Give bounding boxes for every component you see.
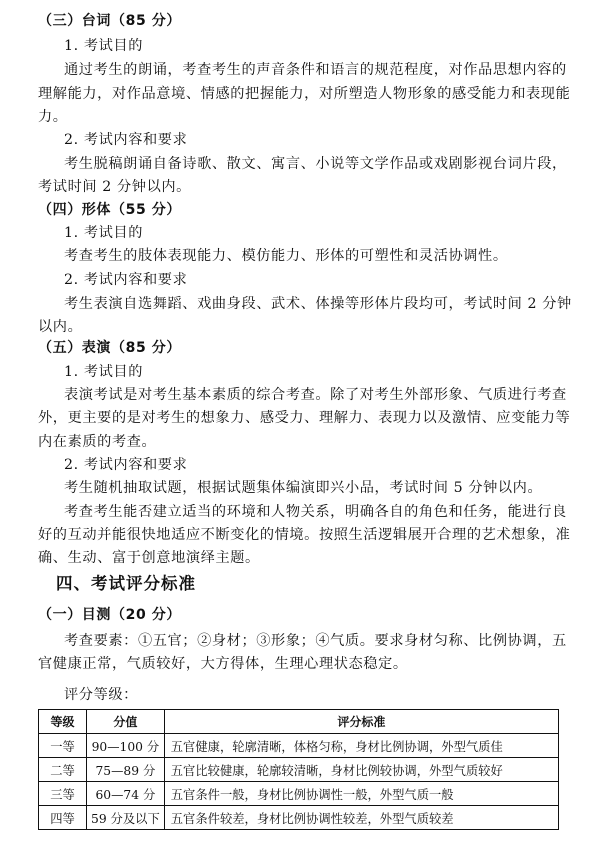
score-table [38, 709, 559, 830]
paragraph-line: 外，更主要的是对考生的想象力、感受力、理解力、表现力以及激情、应变能力等 [38, 410, 571, 426]
part-heading: 四、考试评分标准 [56, 574, 196, 593]
paragraph-line: 确、生动、富于创意地演绎主题。 [38, 550, 260, 566]
paragraph-line: 考试时间 2 分钟以内。 [38, 179, 191, 195]
item-title: 2. 考试内容和要求 [64, 457, 188, 473]
section-heading: （三）台词（85 分） [38, 13, 181, 29]
paragraph-line: 考查考生能否建立适当的环境和人物关系，明确各自的角色和任务，能进行良 [64, 504, 567, 520]
criteria-cell: 五官健康，轮廓清晰，体格匀称，身材比例协调，外型气质佳 [164, 734, 558, 758]
table-header-row [39, 710, 559, 734]
item-title: 1. 考试目的 [64, 364, 143, 380]
table-caption: 评分等级： [64, 687, 138, 703]
paragraph-line: 表演考试是对考生基本素质的综合考查。除了对考生外部形象、气质进行考查 [64, 387, 567, 403]
criteria-cell: 五官比较健康，轮廓较清晰，身材比例较协调，外型气质较好 [164, 758, 558, 782]
grade-cell: 三等 [39, 782, 87, 806]
grade-cell: 四等 [39, 806, 87, 830]
paragraph-line: 官健康正常，气质较好，大方得体，生理心理状态稳定。 [38, 656, 408, 672]
score-cell: 60—74 分 [87, 782, 165, 806]
paragraph-line: 考生表演自选舞蹈、戏曲身段、武术、体操等形体片段均可，考试时间 2 分钟 [64, 296, 572, 312]
table-row [39, 758, 559, 782]
paragraph-line: 通过考生的朗诵，考查考生的声音条件和语言的规范程度，对作品思想内容的 [64, 62, 567, 78]
score-cell: 59 分及以下 [87, 806, 165, 830]
criteria-cell: 五官条件一般，身材比例协调性一般，外型气质一般 [164, 782, 558, 806]
paragraph-line: 以内。 [38, 319, 83, 335]
criteria-cell: 五官条件较差，身材比例协调性较差，外型气质较差 [164, 806, 558, 830]
column-header: 分值 [87, 710, 165, 734]
column-header: 等级 [39, 710, 87, 734]
subsection-heading: （一）目测（20 分） [38, 607, 181, 623]
paragraph-line: 考查考生的肢体表现能力、模仿能力、形体的可塑性和灵活协调性。 [64, 248, 508, 264]
paragraph-line: 考生随机抽取试题，根据试题集体编演即兴小品，考试时间 5 分钟以内。 [64, 480, 543, 496]
section-heading: （四）形体（55 分） [38, 202, 181, 218]
paragraph-line: 考查要素：①五官；②身材；③形象；④气质。要求身材匀称、比例协调，五 [64, 633, 567, 649]
paragraph-line: 力。 [38, 109, 68, 125]
item-title: 1. 考试目的 [64, 38, 143, 54]
item-title: 2. 考试内容和要求 [64, 272, 188, 288]
table-row [39, 782, 559, 806]
grade-cell: 一等 [39, 734, 87, 758]
grade-cell: 二等 [39, 758, 87, 782]
score-cell: 75—89 分 [87, 758, 165, 782]
column-header: 评分标准 [164, 710, 558, 734]
item-title: 1. 考试目的 [64, 225, 143, 241]
section-heading: （五）表演（85 分） [38, 340, 181, 356]
table-row [39, 734, 559, 758]
item-title: 2. 考试内容和要求 [64, 132, 188, 148]
paragraph-line: 好的互动并能很快地适应不断变化的情境。按照生活逻辑展开合理的艺术想象，准 [38, 527, 571, 543]
score-cell: 90—100 分 [87, 734, 165, 758]
paragraph-line: 内在素质的考查。 [38, 434, 157, 450]
paragraph-line: 理解能力，对作品意境、情感的把握能力，对所塑造人物形象的感受能力和表现能 [38, 86, 571, 102]
table-row [39, 806, 559, 830]
paragraph-line: 考生脱稿朗诵自备诗歌、散文、寓言、小说等文学作品或戏剧影视台词片段， [64, 156, 567, 172]
